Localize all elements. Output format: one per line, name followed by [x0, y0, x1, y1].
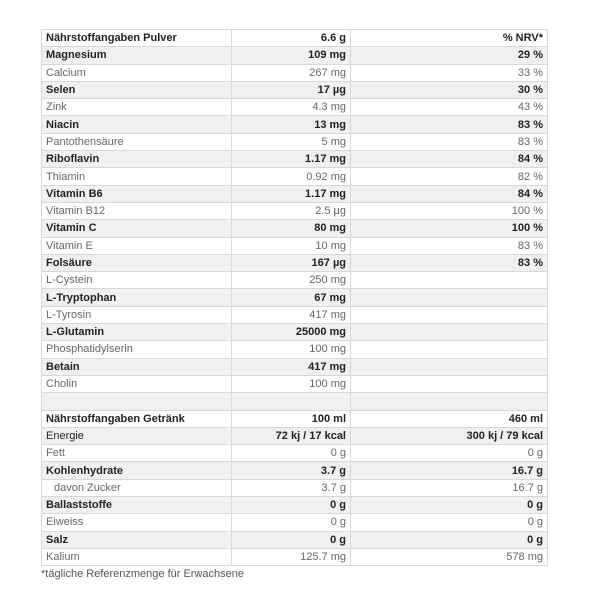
nutrient-nrv: 84 %: [351, 151, 548, 168]
header-label: Nährstoffangaben Pulver: [42, 30, 232, 47]
nutrient-name: Selen: [42, 81, 232, 98]
nutrient-name: Fett: [42, 445, 232, 462]
nutrient-name: Magnesium: [42, 47, 232, 64]
nutrient-name: Eiweiss: [42, 514, 232, 531]
spacer-cell: [232, 393, 351, 410]
nutrient-name: Kalium: [42, 548, 232, 565]
nutrient-amount: 67 mg: [232, 289, 351, 306]
nutrient-per-100ml: 0 g: [232, 531, 351, 548]
nutrient-name: Salz: [42, 531, 232, 548]
nutrient-name: L-Cystein: [42, 272, 232, 289]
nutrient-nrv: [351, 358, 548, 375]
table-row: [42, 99, 548, 116]
table-row: [42, 514, 548, 531]
nutrient-nrv: 83 %: [351, 237, 548, 254]
nutrient-per-100ml: 0 g: [232, 514, 351, 531]
header-label: Nährstoffangaben Getränk: [42, 410, 232, 427]
nutrient-nrv: [351, 306, 548, 323]
nutrient-amount: 250 mg: [232, 272, 351, 289]
spacer-cell: [42, 393, 232, 410]
nutrient-name: Kohlenhydrate: [42, 462, 232, 479]
nutrient-nrv: [351, 272, 548, 289]
table-row: [42, 116, 548, 133]
nutrient-amount: 267 mg: [232, 64, 351, 81]
header-per-100ml: 100 ml: [232, 410, 351, 427]
nutrient-name: Betain: [42, 358, 232, 375]
nutrient-name: Pantothensäure: [42, 133, 232, 150]
table-row: [42, 133, 548, 150]
nutrient-per-460ml: 16.7 g: [351, 462, 548, 479]
footnote: *tägliche Referenzmenge für Erwachsene: [41, 568, 245, 580]
table-row: [42, 445, 548, 462]
nutrient-nrv: 30 %: [351, 81, 548, 98]
nutrient-name: Vitamin C: [42, 220, 232, 237]
nutrient-nrv: 83 %: [351, 254, 548, 271]
nutrient-per-460ml: 0 g: [351, 514, 548, 531]
nutrient-nrv: 33 %: [351, 64, 548, 81]
nutrition-table: [41, 29, 548, 566]
nutrient-name: L-Glutamin: [42, 324, 232, 341]
nutrient-nrv: 83 %: [351, 133, 548, 150]
table-row: [42, 341, 548, 358]
nutrient-name: Ballaststoffe: [42, 497, 232, 514]
table-row: [42, 64, 548, 81]
nutrient-amount: 417 mg: [232, 306, 351, 323]
nutrient-name: Phosphatidylserin: [42, 341, 232, 358]
nutrient-nrv: 100 %: [351, 202, 548, 219]
nutrient-name: Riboflavin: [42, 151, 232, 168]
table-header-drink: [42, 410, 548, 427]
table-row: [42, 47, 548, 64]
nutrient-name: Energie: [42, 427, 232, 444]
table-row: [42, 202, 548, 219]
table-row: [42, 531, 548, 548]
nutrient-amount: 0.92 mg: [232, 168, 351, 185]
header-nrv: % NRV*: [351, 30, 548, 47]
table-row: [42, 497, 548, 514]
nutrient-amount: 2.5 µg: [232, 202, 351, 219]
nutrient-amount: 1.17 mg: [232, 185, 351, 202]
nutrient-amount: 417 mg: [232, 358, 351, 375]
table-row: [42, 375, 548, 392]
nutrient-per-100ml: 3.7 g: [232, 462, 351, 479]
nutrient-amount: 17 µg: [232, 81, 351, 98]
nutrient-nrv: [351, 289, 548, 306]
nutrient-nrv: [351, 324, 548, 341]
nutrient-amount: 1.17 mg: [232, 151, 351, 168]
spacer-cell: [351, 393, 548, 410]
nutrient-per-460ml: 0 g: [351, 497, 548, 514]
nutrient-per-100ml: 0 g: [232, 445, 351, 462]
header-serving: 6.6 g: [232, 30, 351, 47]
nutrient-per-460ml: 0 g: [351, 445, 548, 462]
nutrient-per-460ml: 578 mg: [351, 548, 548, 565]
nutrient-amount: 5 mg: [232, 133, 351, 150]
nutrient-nrv: 29 %: [351, 47, 548, 64]
nutrient-name: Vitamin B6: [42, 185, 232, 202]
nutrient-nrv: 83 %: [351, 116, 548, 133]
nutrient-per-100ml: 0 g: [232, 497, 351, 514]
table-row: [42, 168, 548, 185]
nutrient-nrv: [351, 375, 548, 392]
table-row: [42, 479, 548, 496]
table-row: [42, 272, 548, 289]
header-per-460ml: 460 ml: [351, 410, 548, 427]
table-row: [42, 427, 548, 444]
table-row: [42, 462, 548, 479]
nutrient-amount: 100 mg: [232, 375, 351, 392]
table-row: [42, 185, 548, 202]
nutrient-name: L-Tyrosin: [42, 306, 232, 323]
spacer-row: [42, 393, 548, 410]
table-row: [42, 151, 548, 168]
nutrient-per-460ml: 16.7 g: [351, 479, 548, 496]
nutrient-name: Vitamin E: [42, 237, 232, 254]
nutrient-name: Zink: [42, 99, 232, 116]
nutrient-per-100ml: 3.7 g: [232, 479, 351, 496]
table-row: [42, 548, 548, 565]
table-row: [42, 254, 548, 271]
table-row: [42, 324, 548, 341]
table-row: [42, 306, 548, 323]
table-header-powder: [42, 30, 548, 47]
nutrient-amount: 25000 mg: [232, 324, 351, 341]
nutrient-amount: 10 mg: [232, 237, 351, 254]
nutrient-amount: 80 mg: [232, 220, 351, 237]
table-row: [42, 289, 548, 306]
nutrient-nrv: 43 %: [351, 99, 548, 116]
nutrient-amount: 109 mg: [232, 47, 351, 64]
nutrient-per-100ml: 125.7 mg: [232, 548, 351, 565]
nutrient-amount: 167 µg: [232, 254, 351, 271]
nutrient-name: Vitamin B12: [42, 202, 232, 219]
nutrient-per-100ml: 72 kj / 17 kcal: [232, 427, 351, 444]
nutrient-nrv: 84 %: [351, 185, 548, 202]
nutrient-amount: 4.3 mg: [232, 99, 351, 116]
nutrient-per-460ml: 300 kj / 79 kcal: [351, 427, 548, 444]
nutrient-amount: 13 mg: [232, 116, 351, 133]
nutrient-nrv: [351, 341, 548, 358]
nutrient-amount: 100 mg: [232, 341, 351, 358]
nutrient-name: L-Tryptophan: [42, 289, 232, 306]
nutrient-name: Calcium: [42, 64, 232, 81]
nutrient-name: davon Zucker: [42, 479, 232, 496]
nutrient-per-460ml: 0 g: [351, 531, 548, 548]
table-row: [42, 81, 548, 98]
table-row: [42, 220, 548, 237]
nutrient-name: Folsäure: [42, 254, 232, 271]
nutrient-nrv: 100 %: [351, 220, 548, 237]
nutrient-name: Niacin: [42, 116, 232, 133]
nutrient-name: Cholin: [42, 375, 232, 392]
table-row: [42, 237, 548, 254]
nutrient-nrv: 82 %: [351, 168, 548, 185]
nutrient-name: Thiamin: [42, 168, 232, 185]
table-row: [42, 358, 548, 375]
